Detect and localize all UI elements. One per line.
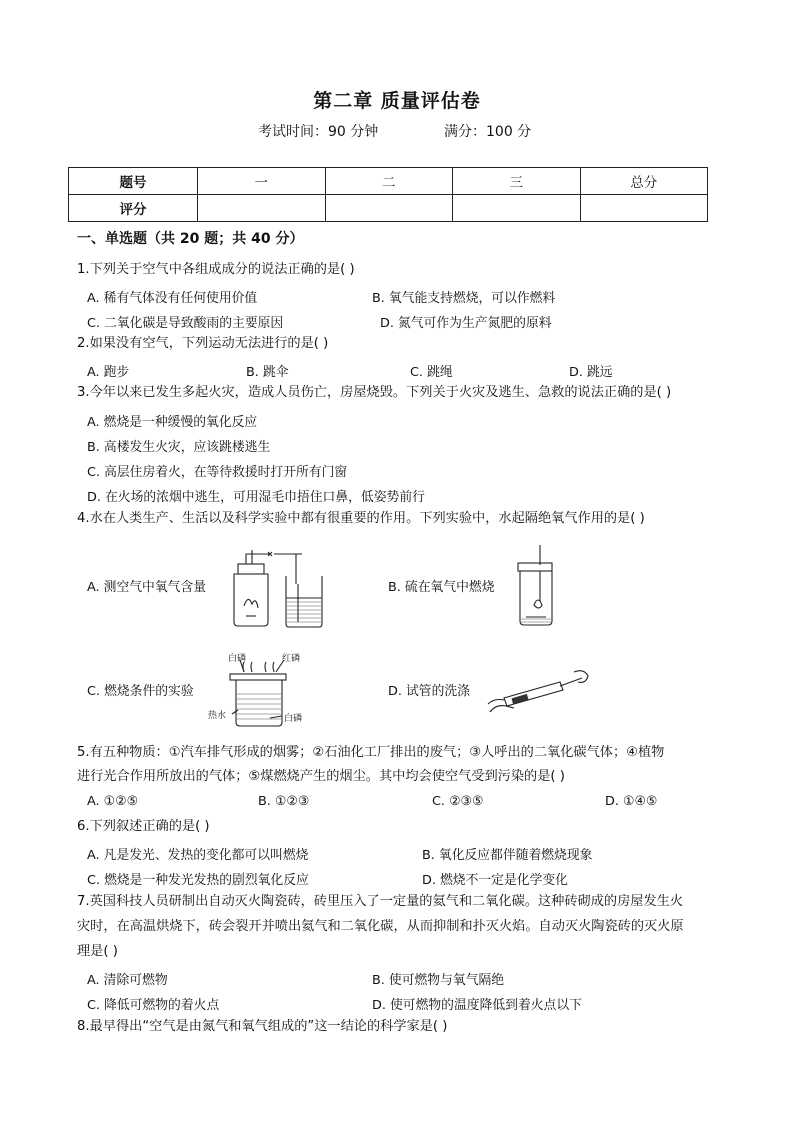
question-7-option-b[interactable]: B. 使可燃物与氧气隔绝	[372, 973, 505, 988]
question-6-option-b[interactable]: B. 氧化反应都伴随着燃烧现象	[422, 848, 593, 863]
score-input-cell[interactable]	[453, 195, 581, 222]
question-2-stem: 2.如果没有空气，下列运动无法进行的是( )	[77, 336, 329, 351]
score-table-score-row	[69, 195, 708, 222]
question-5-option-a[interactable]: A. ①②⑤	[87, 794, 139, 809]
question-5-option-b[interactable]: B. ①②③	[258, 794, 310, 809]
question-1-stem: 1.下列关于空气中各组成成分的说法正确的是( )	[77, 262, 355, 277]
question-7-stem-line2: 灾时，在高温烘烧下，砖会裂开并喷出氦气和二氧化碳，从而抑制和扑灭火焰。自动灭火陶瓷砖的灭火原	[77, 919, 684, 934]
question-2-option-a[interactable]: A. 跑步	[87, 365, 130, 380]
score-table-cell: 评分	[69, 195, 198, 222]
score-table-header-row	[69, 168, 708, 195]
page-title: 第二章 质量评估卷	[313, 90, 481, 112]
score-input-cell[interactable]	[198, 195, 326, 222]
score-table-cell: 三	[453, 168, 581, 195]
question-4-option-a[interactable]: A. 测空气中氧气含量	[87, 580, 207, 595]
question-5-option-c[interactable]: C. ②③⑤	[432, 794, 484, 809]
score-input-cell[interactable]	[325, 195, 453, 222]
red-phosphorus-label: 红磷	[282, 654, 301, 664]
question-5-stem-line1: 5.有五种物质：①汽车排气形成的烟雾；②石油化工厂排出的废气；③人呼出的二氧化碳气体；④植物	[77, 745, 665, 760]
hot-water-label: 热水	[208, 711, 227, 721]
question-7-option-a[interactable]: A. 清除可燃物	[87, 973, 168, 988]
question-7-option-c[interactable]: C. 降低可燃物的着火点	[87, 998, 220, 1013]
question-2-option-b[interactable]: B. 跳伞	[246, 365, 289, 380]
question-6-option-a[interactable]: A. 凡是发光、发热的变化都可以叫燃烧	[87, 848, 309, 863]
sulfur-burning-figure	[512, 545, 562, 627]
question-7-option-d[interactable]: D. 使可燃物的温度降低到着火点以下	[372, 998, 582, 1013]
question-2-option-d[interactable]: D. 跳远	[569, 365, 613, 380]
score-table-cell: 题号	[69, 168, 198, 195]
question-4-option-d[interactable]: D. 试管的洗涤	[388, 684, 470, 699]
question-5-option-d[interactable]: D. ①④⑤	[605, 794, 658, 809]
question-3-option-d[interactable]: D. 在火场的浓烟中逃生，可用湿毛巾捂住口鼻，低姿势前行	[87, 490, 425, 505]
question-3-option-b[interactable]: B. 高楼发生火灾，应该跳楼逃生	[87, 440, 271, 455]
exam-time: 考试时间：90 分钟	[258, 124, 379, 140]
score-table-cell: 一	[198, 168, 326, 195]
question-3-option-c[interactable]: C. 高层住房着火，在等待救援时打开所有门窗	[87, 465, 348, 480]
question-7-stem-line1: 7.英国科技人员研制出自动灭火陶瓷砖，砖里压入了一定量的氦气和二氧化碳。这种砖砌成的房屋发生火	[77, 894, 684, 909]
oxygen-content-apparatus-figure	[222, 546, 332, 628]
question-4-option-c[interactable]: C. 燃烧条件的实验	[87, 684, 194, 699]
combustion-conditions-figure	[204, 652, 312, 730]
question-6-option-c[interactable]: C. 燃烧是一种发光发热的剧烈氧化反应	[87, 873, 309, 888]
question-1-option-c[interactable]: C. 二氧化碳是导致酸雨的主要原因	[87, 316, 284, 331]
question-6-stem: 6.下列叙述正确的是( )	[77, 819, 210, 834]
question-1-option-d[interactable]: D. 氮气可作为生产氮肥的原料	[380, 316, 552, 331]
full-score: 满分：100 分	[444, 124, 532, 140]
question-8-stem: 8.最早得出“空气是由氮气和氧气组成的”这一结论的科学家是( )	[77, 1019, 448, 1034]
question-3-stem: 3.今年以来已发生多起火灾，造成人员伤亡，房屋烧毁。下列关于火灾及逃生、急救的说法正确的是( )	[77, 385, 672, 400]
score-input-cell[interactable]	[580, 195, 708, 222]
white-phosphorus-top-label: 白磷	[228, 654, 247, 664]
question-7-stem-line3: 理是( )	[77, 944, 118, 959]
question-4-stem: 4.水在人类生产、生活以及科学实验中都有很重要的作用。下列实验中，水起隔绝氧气作用的是( )	[77, 511, 645, 526]
question-4-option-b[interactable]: B. 硫在氧气中燃烧	[388, 580, 495, 595]
score-table-cell: 总分	[580, 168, 708, 195]
question-2-option-c[interactable]: C. 跳绳	[410, 365, 453, 380]
white-phosphorus-bottom-label: 白磷	[284, 714, 303, 724]
question-1-option-b[interactable]: B. 氧气能支持燃烧，可以作燃料	[372, 291, 556, 306]
question-5-stem-line2: 进行光合作用所放出的气体；⑤煤燃烧产生的烟尘。其中均会使空气受到污染的是( )	[77, 769, 565, 784]
score-table-cell: 二	[325, 168, 453, 195]
question-1-option-a[interactable]: A. 稀有气体没有任何使用价值	[87, 291, 258, 306]
score-table	[68, 167, 708, 222]
question-6-option-d[interactable]: D. 燃烧不一定是化学变化	[422, 873, 568, 888]
test-tube-washing-figure	[486, 668, 590, 716]
section-heading: 一、单选题（共 20 题；共 40 分）	[77, 231, 304, 247]
question-3-option-a[interactable]: A. 燃烧是一种缓慢的氧化反应	[87, 415, 258, 430]
